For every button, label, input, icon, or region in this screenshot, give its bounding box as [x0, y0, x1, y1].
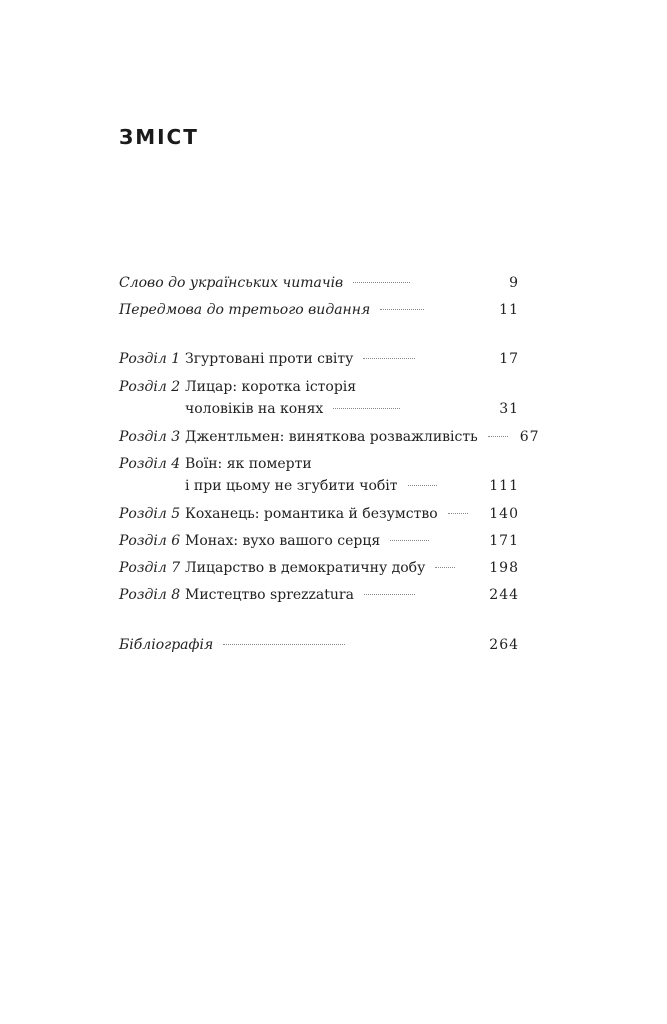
- toc-entry-chapter-2-cont[interactable]: [119, 399, 519, 419]
- chapter-label: Розділ 5: [119, 506, 181, 522]
- toc-entry-bibliography[interactable]: [119, 635, 519, 655]
- leader-dots: [333, 407, 400, 409]
- toc-entry-chapter-2[interactable]: [119, 377, 519, 397]
- page-title: ЗМІСТ: [119, 125, 199, 149]
- leader-dots: [380, 308, 423, 310]
- toc-page-number: 111: [489, 478, 519, 494]
- chapter-title: Джентльмен: виняткова розважливість: [185, 429, 478, 445]
- chapter-title: Згуртовані проти світу: [185, 351, 354, 367]
- toc-page-number: 244: [489, 587, 520, 603]
- toc-page-number: 264: [489, 637, 520, 653]
- toc-entry-front-1[interactable]: [119, 273, 519, 293]
- toc-page-number: 198: [489, 560, 519, 576]
- leader-dots: [363, 357, 415, 359]
- chapter-label: Розділ 4: [119, 456, 181, 472]
- toc-entry-chapter-7[interactable]: [119, 558, 519, 578]
- toc-page-number: 140: [489, 506, 519, 522]
- toc-page-number: 31: [499, 401, 520, 417]
- toc-page-number: 67: [519, 429, 540, 445]
- toc-entry-title: Слово до українських читачів: [119, 275, 344, 291]
- toc-entry-chapter-6[interactable]: [119, 531, 519, 551]
- toc-page-number: 17: [499, 351, 520, 367]
- chapter-title: Мистецтво sprezzatura: [185, 587, 354, 603]
- chapter-label: Розділ 1: [119, 351, 181, 367]
- toc-entry-chapter-1[interactable]: [119, 349, 519, 369]
- chapter-title-line-2: і при цьому не згубити чобіт: [185, 478, 398, 494]
- chapter-title: Монах: вухо вашого серця: [185, 533, 381, 549]
- chapter-label: Розділ 8: [119, 587, 181, 603]
- chapter-label: Розділ 2: [119, 379, 181, 395]
- chapter-title-line-1: Лицар: коротка історія: [185, 379, 357, 395]
- toc-entry-front-2[interactable]: [119, 300, 519, 320]
- leader-dots: [353, 281, 410, 283]
- chapter-label: Розділ 7: [119, 560, 181, 576]
- toc-page-number: 171: [489, 533, 519, 549]
- chapter-title-line-2: чоловіків на конях: [185, 401, 324, 417]
- toc-entry-chapter-4[interactable]: [119, 454, 519, 474]
- chapter-label: Розділ 3: [119, 429, 181, 445]
- toc-entry-chapter-8[interactable]: [119, 585, 519, 605]
- leader-dots: [390, 539, 428, 541]
- toc-entry-chapter-5[interactable]: [119, 504, 519, 524]
- toc-entry-title: Бібліографія: [119, 637, 214, 653]
- toc-entry-chapter-4-cont[interactable]: [119, 476, 519, 496]
- leader-dots: [223, 643, 345, 645]
- chapter-title: Лицарство в демократичну добу: [185, 560, 426, 576]
- leader-dots: [435, 566, 455, 568]
- chapter-label: Розділ 6: [119, 533, 181, 549]
- leader-dots: [448, 512, 468, 514]
- toc-page-number: 11: [499, 302, 519, 318]
- leader-dots: [408, 484, 438, 486]
- leader-dots: [488, 435, 508, 437]
- toc-page-number: 9: [509, 275, 520, 291]
- chapter-title: Коханець: романтика й безумство: [185, 506, 438, 522]
- chapter-title-line-1: Воїн: як померти: [185, 456, 312, 472]
- leader-dots: [364, 593, 416, 595]
- toc-entry-title: Передмова до третього видання: [119, 302, 371, 318]
- toc-entry-chapter-3[interactable]: [119, 427, 540, 447]
